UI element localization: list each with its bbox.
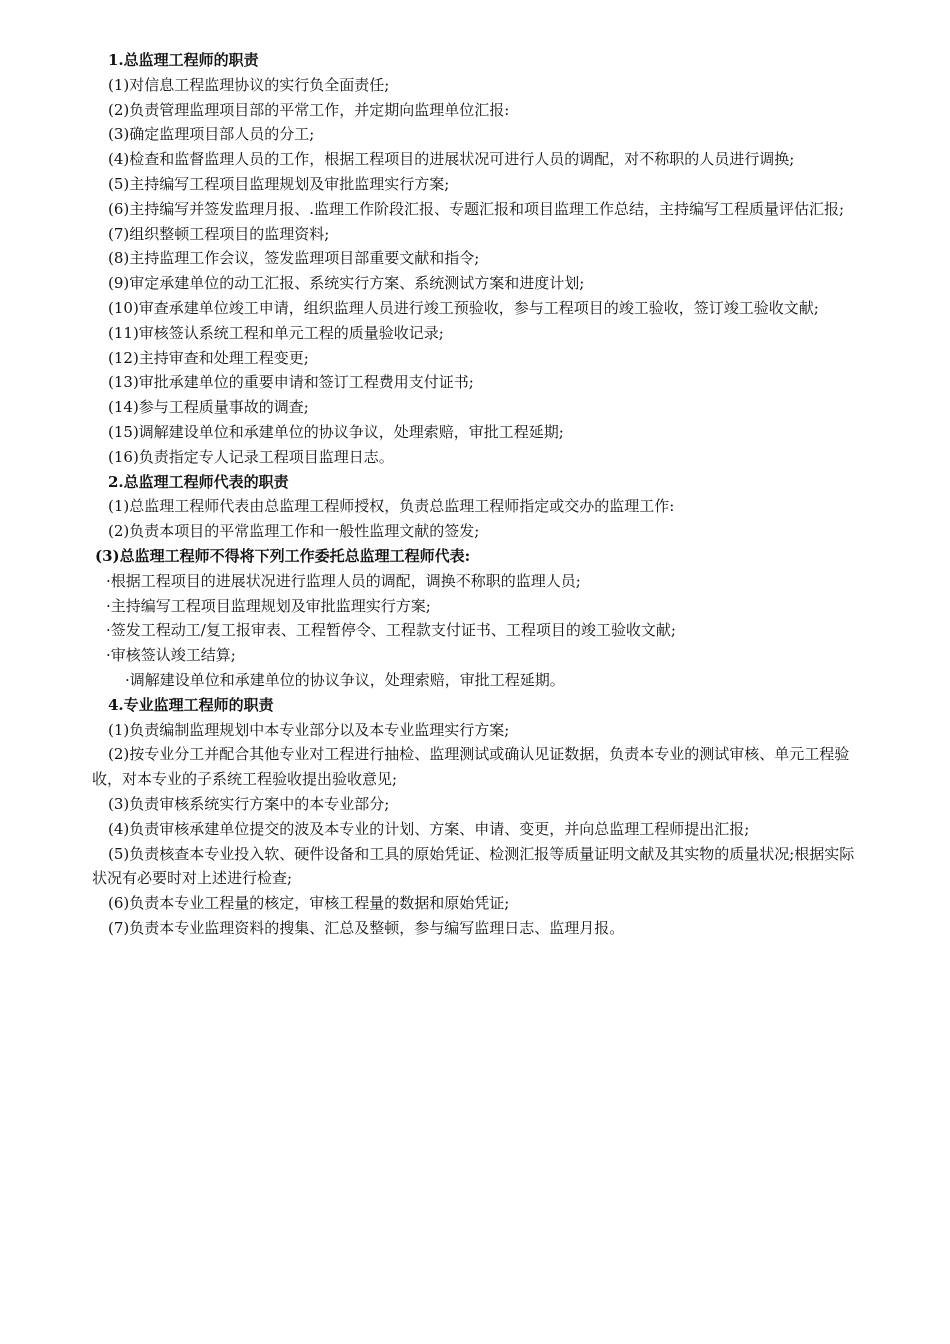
- s4-item-6: (6)负责本专业工程量的核定，审核工程量的数据和原始凭证;: [108, 894, 510, 913]
- s1-item-7: (7)组织整顿工程项目的监理资料;: [108, 224, 330, 243]
- s1-item-3: (3)确定监理项目部人员的分工;: [108, 125, 315, 144]
- s2-bullet-1: ·根据工程项目的进展状况进行监理人员的调配，调换不称职的监理人员;: [106, 571, 581, 590]
- s2-bullet-2: ·主持编写工程项目监理规划及审批监理实行方案;: [106, 596, 431, 615]
- s2-bullet-5: ·调解建设单位和承建单位的协议争议，处理索赔，审批工程延期。: [125, 670, 565, 689]
- s1-item-16: (16)负责指定专人记录工程项目监理日志。: [108, 447, 394, 466]
- s4-item-4: (4)负责审核承建单位提交的波及本专业的计划、方案、申请、变更，并向总监理工程师提出汇报;: [108, 819, 750, 838]
- s1-item-1: (1)对信息工程监理协议的实行负全面责任;: [108, 75, 390, 94]
- s4-item-2: (2)按专业分工并配合其他专业对工程进行抽检、监理测试或确认见证数据，负责本专业的测试审核、单元工程验收，对本专业的子系统工程验收提出验收意见;: [92, 745, 850, 789]
- s1-item-8: (8)主持监理工作会议，签发监理项目部重要文献和指令;: [108, 249, 480, 268]
- s1-item-4: (4)检查和监督监理人员的工作，根据工程项目的进展状况可进行人员的调配，对不称职的人员进行调换;: [108, 150, 795, 169]
- s4-item-5: (5)负责核查本专业投入软、硬件设备和工具的原始凭证、检测汇报等质量证明文献及其实物的质量状况;根据实际状况有必要时对上述进行检查;: [92, 844, 855, 888]
- s1-item-6: (6)主持编写并签发监理月报、.监理工作阶段汇报、专题汇报和项目监理工作总结，主持编写工程质量评估汇报;: [108, 199, 845, 218]
- section-1-heading: 1.总监理工程师的职责: [108, 51, 259, 69]
- s1-item-12: (12)主持审查和处理工程变更;: [108, 348, 309, 367]
- s4-item-3: (3)负责审核系统实行方案中的本专业部分;: [108, 794, 390, 813]
- s1-item-2: (2)负责管理监理项目部的平常工作，并定期向监理单位汇报:: [108, 100, 510, 119]
- s2-bullet-3: ·签发工程动工/复工报审表、工程暂停令、工程款支付证书、工程项目的竣工验收文献;: [106, 621, 676, 640]
- section-2-heading: 2.总监理工程师代表的职责: [108, 472, 289, 491]
- s2-subheading: (3)总监理工程师不得将下列工作委托总监理工程师代表:: [95, 546, 471, 565]
- s1-item-15: (15)调解建设单位和承建单位的协议争议，处理索赔，审批工程延期;: [108, 422, 564, 441]
- s4-item-7: (7)负责本专业监理资料的搜集、汇总及整顿，参与编写监理日志、监理月报。: [108, 918, 625, 937]
- s2-bullet-4: ·审核签认竣工结算;: [106, 646, 236, 665]
- s1-item-14: (14)参与工程质量事故的调查;: [108, 398, 309, 417]
- s4-item-1: (1)负责编制监理规划中本专业部分以及本专业监理实行方案;: [108, 720, 510, 739]
- section-4-heading: 4.专业监理工程师的职责: [108, 695, 274, 714]
- s1-item-13: (13)审批承建单位的重要申请和签订工程费用支付证书;: [108, 373, 474, 392]
- s1-item-9: (9)审定承建单位的动工汇报、系统实行方案、系统测试方案和进度计划;: [108, 274, 585, 293]
- s1-item-5: (5)主持编写工程项目监理规划及审批监理实行方案;: [108, 174, 450, 193]
- s1-item-11: (11)审核签认系统工程和单元工程的质量验收记录;: [108, 323, 444, 342]
- s1-item-10: (10)审查承建单位竣工申请，组织监理人员进行竣工预验收，参与工程项目的竣工验收，签订竣工验收文献;: [108, 298, 819, 317]
- s2-item-2: (2)负责本项目的平常监理工作和一般性监理文献的签发;: [108, 522, 480, 541]
- document-page: [0, 48, 950, 941]
- s2-item-1: (1)总监理工程师代表由总监理工程师授权，负责总监理工程师指定或交办的监理工作:: [108, 497, 675, 516]
